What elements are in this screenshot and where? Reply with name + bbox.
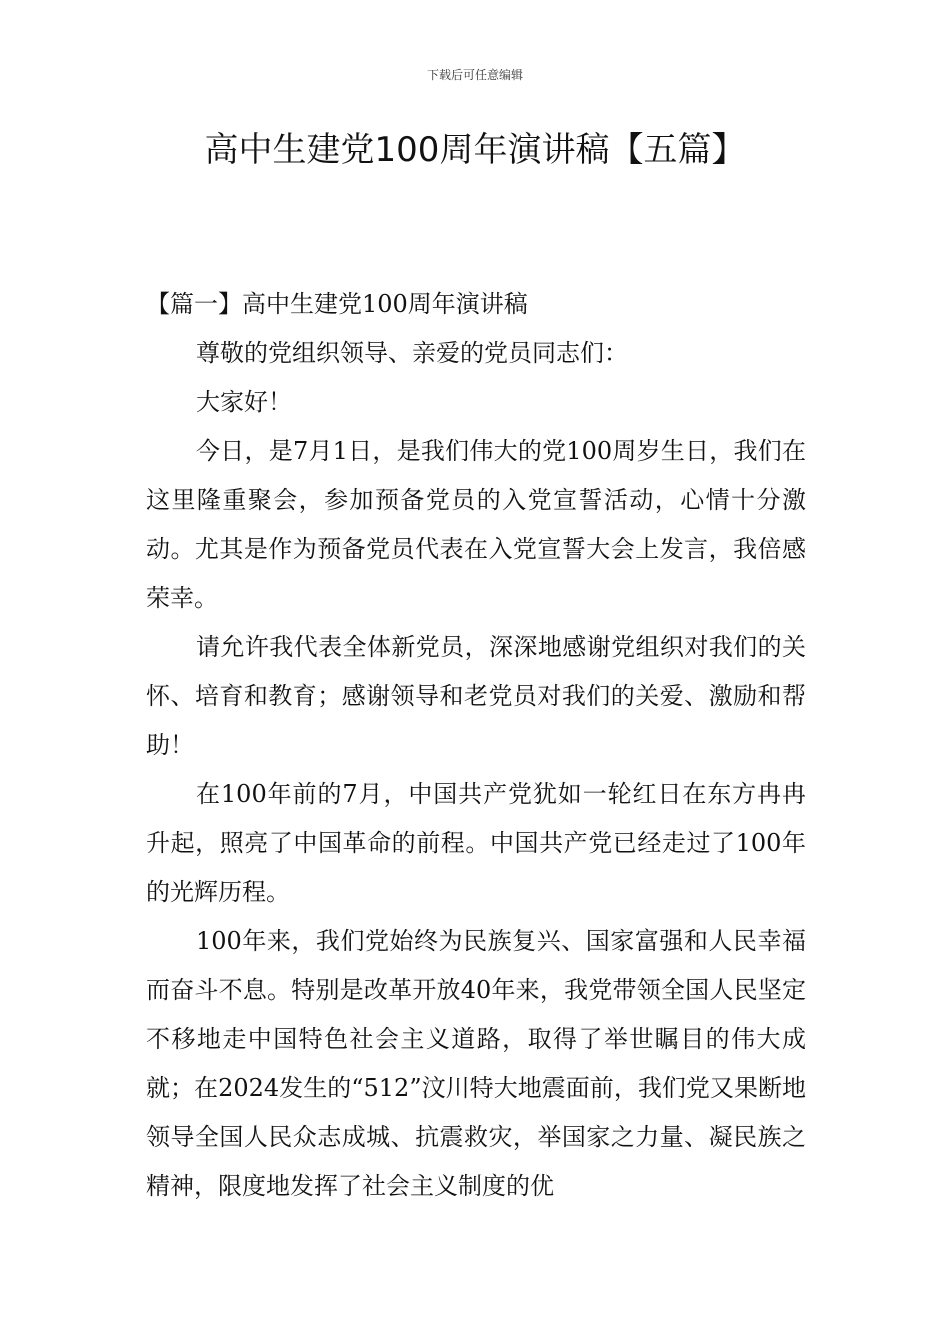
paragraph-greeting: 大家好！: [196, 388, 292, 416]
paragraph: 请允许我代表全体新党员，深深地感谢党组织对我们的关怀、培育和教育；感谢领导和老党员对我们的关爱、激励和帮助！: [146, 633, 806, 759]
paragraph: 在100年前的7月，中国共产党犹如一轮红日在东方冉冉升起，照亮了中国革命的前程。中国共产党已经走过了100年的光辉历程。: [146, 780, 806, 906]
paragraph: 100年来，我们党始终为民族复兴、国家富强和人民幸福而奋斗不息。特别是改革开放40年来，我党带领全国人民坚定不移地走中国特色社会主义道路，取得了举世瞩目的伟大成就；在2024发生的“512”汶川特大地震面前，我们党又果断地领导全国人民众志成城、抗震救灾，举国家之力量、凝民族之精神，限度地发挥了社会主义制度的优: [146, 927, 806, 1200]
paragraph: 今日，是7月1日，是我们伟大的党100周岁生日，我们在这里隆重聚会，参加预备党员的入党宣誓活动，心情十分激动。尤其是作为预备党员代表在入党宣誓大会上发言，我倍感荣幸。: [146, 437, 806, 612]
document-title: 高中生建党100周年演讲稿【五篇】: [204, 130, 746, 170]
paragraph-salutation: 尊敬的党组织领导、亲爱的党员同志们：: [196, 339, 628, 367]
section-heading: 【篇一】高中生建党100周年演讲稿: [146, 290, 528, 318]
header-note: 下载后可任意编辑: [426, 68, 523, 82]
document-body: [146, 280, 806, 1211]
